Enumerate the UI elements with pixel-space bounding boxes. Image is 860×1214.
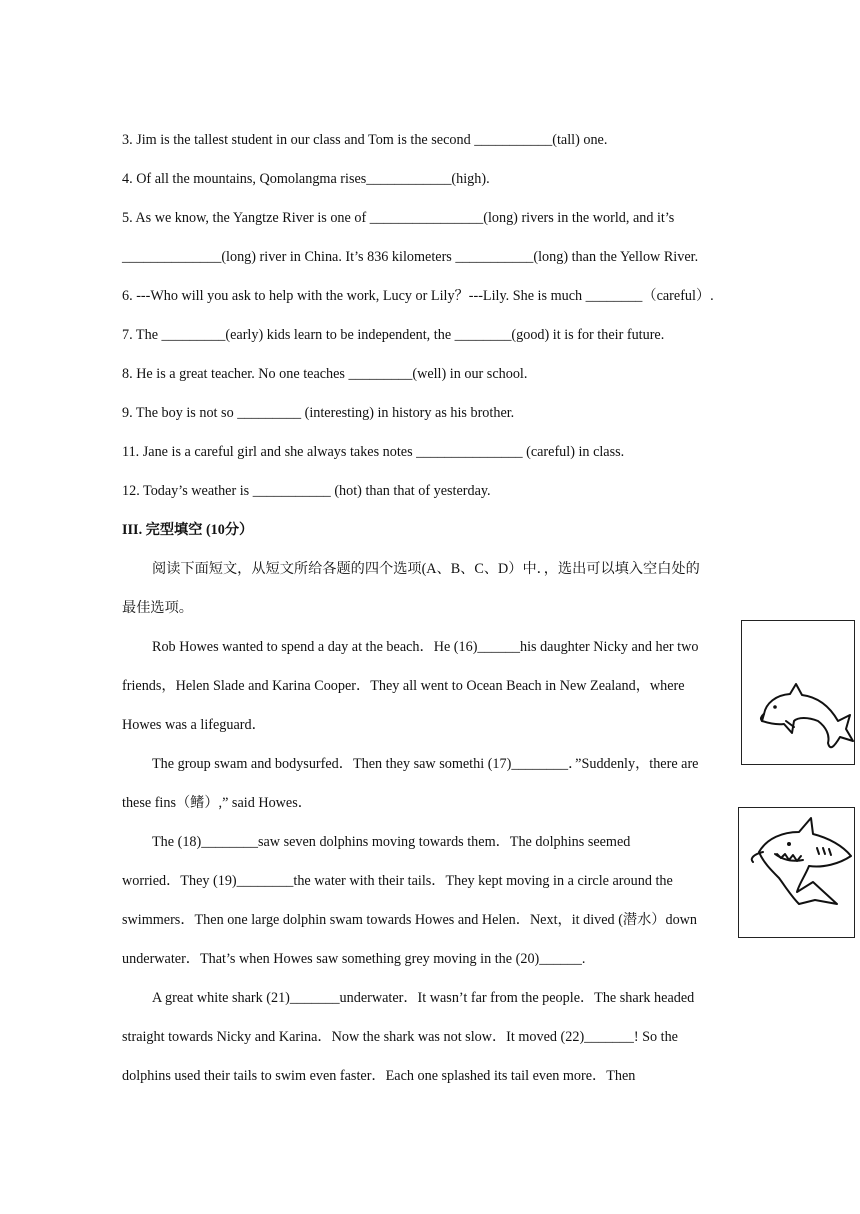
passage-line: swimmers．Then one large dolphin swam towards Howes and Helen．Next，it dived (潜水）down: [122, 912, 698, 928]
passage-line: The group swam and bodysurfed．Then they saw somethi (17)________．”Suddenly，there are: [152, 756, 699, 772]
exercise-line-9: 9. The boy is not so _________ (interesting) in history as his brother.: [122, 405, 515, 421]
exercise-line-6: 6. ---Who will you ask to help with the work, Lucy or Lily？---Lily. She is much ________（careful）.: [122, 288, 714, 304]
passage-line: The (18)________saw seven dolphins moving towards them．The dolphins seemed: [152, 834, 631, 850]
exercise-line-7: 7. The _________(early) kids learn to be independent, the ________(good) it is for their future.: [122, 327, 665, 343]
passage-line: Rob Howes wanted to spend a day at the beach．He (16)______his daughter Nicky and her two: [152, 639, 699, 655]
exercise-line-5b: ______________(long) river in China. It’s 836 kilometers ___________(long) than the Yellow River.: [122, 249, 699, 265]
passage-line: underwater．That’s when Howes saw something grey moving in the (20)______.: [122, 951, 586, 967]
passage-line: dolphins used their tails to swim even faster．Each one splashed its tail even more．Then: [122, 1068, 636, 1084]
passage-line: straight towards Nicky and Karina．Now the shark was not slow．It moved (22)_______! So the: [122, 1029, 678, 1045]
passage-line: these fins（鳍）,” said Howes．: [122, 795, 312, 811]
exercise-line-3: 3. Jim is the tallest student in our class and Tom is the second ___________(tall) one.: [122, 132, 608, 148]
passage-line: Howes was a lifeguard．: [122, 717, 266, 733]
passage-line: friends，Helen Slade and Karina Cooper．They all went to Ocean Beach in New Zealand，where: [122, 678, 685, 694]
shark-picture: [738, 807, 855, 938]
exercise-line-8: 8. He is a great teacher. No one teaches _________(well) in our school.: [122, 366, 528, 382]
dolphin-icon: [742, 621, 854, 764]
passage-line: A great white shark (21)_______underwater．It wasn’t far from the people．The shark headed: [152, 990, 695, 1006]
section-heading: III. 完型填空 (10分）: [122, 522, 254, 538]
section-instruction-2: 最佳选项。: [122, 600, 193, 616]
exercise-line-12: 12. Today’s weather is ___________ (hot) than that of yesterday.: [122, 483, 491, 499]
passage-line: worried．They (19)________the water with their tails．They kept moving in a circle around the: [122, 873, 673, 889]
exercise-line-5a: 5. As we know, the Yangtze River is one of ________________(long) rivers in the world, and it’s: [122, 210, 675, 226]
shark-icon: [739, 808, 854, 937]
exercise-line-4: 4. Of all the mountains, Qomolangma rises____________(high).: [122, 171, 490, 187]
dolphin-picture: [741, 620, 855, 765]
exercise-line-11: 11. Jane is a careful girl and she always takes notes _______________ (careful) in class.: [122, 444, 625, 460]
section-instruction-1: 阅读下面短文，从短文所给各题的四个选项(A、B、C、D）中．，选出可以填入空白处的: [152, 561, 700, 577]
